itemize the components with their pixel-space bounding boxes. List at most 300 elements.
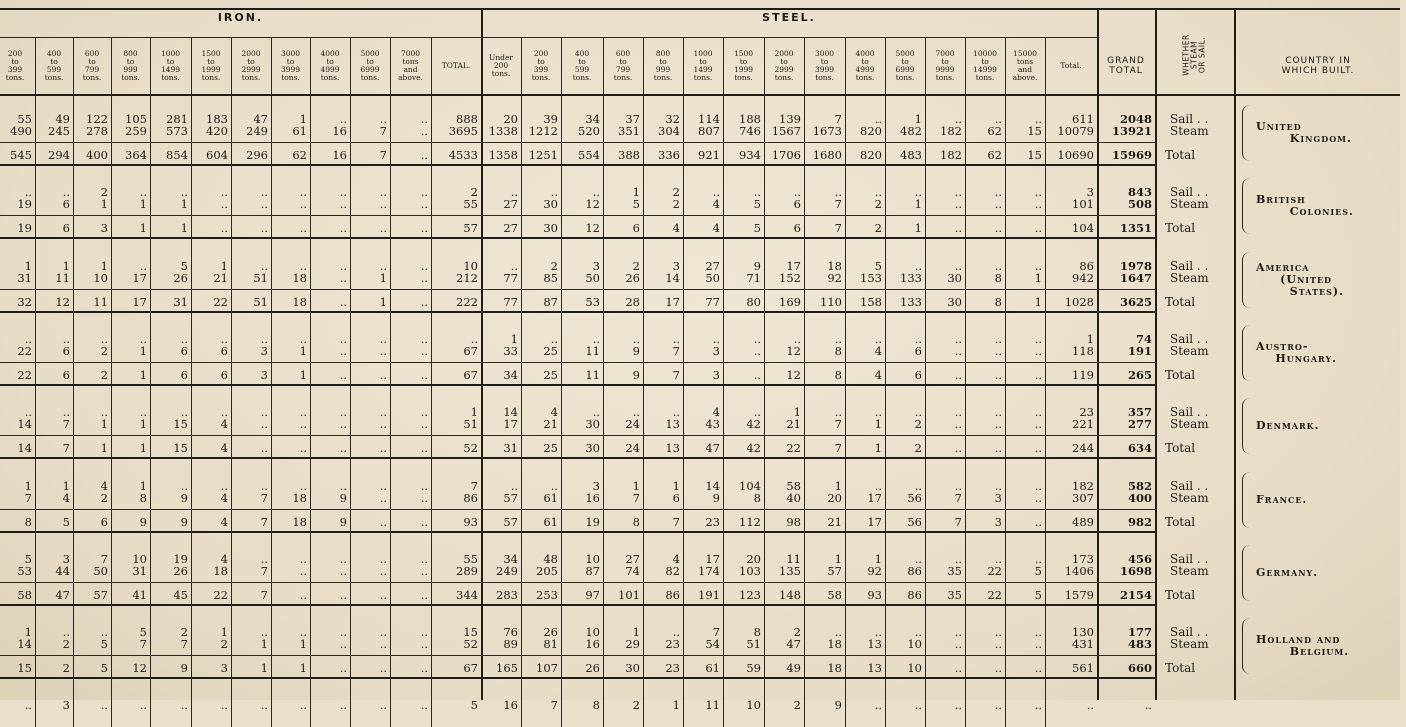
- table-cell: 7: [712, 625, 720, 640]
- table-cell: 364: [125, 148, 147, 162]
- table-cell: ..: [379, 343, 387, 358]
- table-cell: ..: [510, 185, 518, 200]
- table-cell: ..: [954, 417, 962, 432]
- table-cell: 130: [1072, 625, 1094, 640]
- partial-row-cell: 10: [746, 698, 761, 713]
- table-cell: ..: [339, 221, 347, 236]
- table-cell: 53: [585, 294, 600, 309]
- table-cell: 62: [987, 148, 1002, 162]
- band-rule: [0, 384, 1155, 386]
- table-cell: ..: [62, 405, 70, 420]
- table-cell: ..: [994, 197, 1002, 212]
- table-cell: ..: [954, 343, 962, 358]
- table-cell: 1: [632, 185, 640, 200]
- table-cell: 283: [496, 587, 518, 602]
- table-cell: 253: [536, 587, 558, 602]
- table-cell: 1: [874, 417, 882, 432]
- table-cell: 6: [220, 367, 228, 382]
- partial-row-cell: ..: [1034, 698, 1042, 713]
- table-cell: 611: [1072, 112, 1094, 126]
- table-cell: ..: [139, 185, 147, 200]
- table-cell: 14: [705, 478, 720, 493]
- table-cell: 1: [220, 625, 228, 640]
- table-cell: ..: [793, 185, 801, 200]
- table-cell: ..: [1034, 112, 1042, 126]
- table-cell: 1: [100, 417, 108, 432]
- table-cell: ..: [260, 185, 268, 200]
- table-cell: 101: [618, 587, 640, 602]
- table-cell: ..: [1034, 197, 1042, 212]
- row-label-steam: Steam: [1170, 563, 1209, 578]
- column-rule: [111, 37, 112, 727]
- table-cell: 3695: [448, 124, 478, 138]
- table-cell: 843: [1127, 185, 1152, 200]
- table-cell: 4: [550, 405, 558, 420]
- partial-row-cell: ..: [954, 698, 962, 713]
- country-brace: [1242, 545, 1253, 601]
- table-cell: 265: [1127, 367, 1152, 382]
- table-cell: ..: [379, 637, 387, 652]
- table-cell: ..: [1034, 478, 1042, 493]
- table-cell: ..: [299, 551, 307, 566]
- table-cell: ..: [299, 563, 307, 578]
- table-cell: 76: [503, 625, 518, 640]
- table-cell: ..: [592, 331, 600, 346]
- table-cell: 133: [900, 294, 922, 309]
- table-cell: 307: [1072, 490, 1094, 505]
- column-rule: [561, 37, 562, 727]
- table-cell: 12: [132, 661, 147, 676]
- table-cell: 15: [1027, 124, 1042, 138]
- table-cell: 152: [779, 270, 801, 285]
- partial-row-cell: 3: [62, 698, 70, 713]
- table-cell: 1: [632, 478, 640, 493]
- table-cell: 165: [496, 661, 518, 676]
- table-cell: ..: [914, 185, 922, 200]
- row-label-steam: Steam: [1170, 637, 1209, 652]
- table-cell: 31: [503, 441, 518, 456]
- table-cell: 9: [632, 343, 640, 358]
- table-cell: 888: [456, 112, 478, 126]
- table-cell: 2: [220, 637, 228, 652]
- table-cell: 7: [379, 124, 387, 138]
- table-cell: ..: [550, 331, 558, 346]
- table-cell: ..: [379, 221, 387, 236]
- table-cell: 561: [1072, 661, 1094, 676]
- table-cell: 456: [1127, 551, 1152, 566]
- table-cell: ..: [914, 478, 922, 493]
- table-cell: ..: [994, 112, 1002, 126]
- table-cell: 98: [786, 514, 801, 529]
- table-cell: 26: [625, 270, 640, 285]
- table-cell: 2: [874, 197, 882, 212]
- table-cell: 8: [632, 514, 640, 529]
- partial-row-cell: ..: [1086, 698, 1094, 713]
- partial-row-cell: ..: [100, 698, 108, 713]
- table-cell: 28: [625, 294, 640, 309]
- table-cell: 17: [132, 294, 147, 309]
- table-cell: ..: [1034, 490, 1042, 505]
- table-cell: 5: [180, 258, 188, 273]
- table-cell: 59: [746, 661, 761, 676]
- table-cell: 20: [746, 551, 761, 566]
- table-cell: 30: [625, 661, 640, 676]
- table-cell: 61: [705, 661, 720, 676]
- partial-row-cell: ..: [299, 698, 307, 713]
- table-cell: 388: [618, 148, 640, 162]
- partial-row-cell: ..: [220, 698, 228, 713]
- table-cell: ..: [379, 551, 387, 566]
- table-cell: 12: [786, 343, 801, 358]
- table-cell: ..: [420, 478, 428, 493]
- table-cell: 7: [139, 637, 147, 652]
- table-cell: 67: [463, 661, 478, 676]
- table-cell: ..: [260, 331, 268, 346]
- table-cell: 22: [987, 587, 1002, 602]
- table-cell: ..: [299, 331, 307, 346]
- table-cell: 57: [93, 587, 108, 602]
- table-cell: ..: [339, 587, 347, 602]
- table-cell: 15: [173, 417, 188, 432]
- column-rule: [683, 37, 684, 727]
- table-cell: ..: [220, 478, 228, 493]
- whether-steam-or-sail-heading: [1155, 18, 1234, 92]
- table-cell: ..: [994, 625, 1002, 640]
- table-cell: 1: [24, 625, 32, 640]
- table-cell: 1: [914, 197, 922, 212]
- table-cell: 17: [867, 514, 882, 529]
- table-cell: ..: [100, 625, 108, 640]
- table-cell: ..: [379, 441, 387, 456]
- table-cell: 8: [753, 625, 761, 640]
- table-cell: 3: [994, 514, 1002, 529]
- table-cell: 41: [132, 587, 147, 602]
- table-cell: 6: [914, 367, 922, 382]
- table-cell: 3: [994, 490, 1002, 505]
- table-cell: 6: [180, 343, 188, 358]
- table-cell: 3: [672, 258, 680, 273]
- table-cell: 1: [1034, 294, 1042, 309]
- table-cell: ..: [994, 367, 1002, 382]
- table-cell: 71: [746, 270, 761, 285]
- row-label-total: Total: [1165, 221, 1196, 236]
- table-cell: ..: [420, 490, 428, 505]
- table-cell: 15: [17, 661, 32, 676]
- table-cell: 55: [17, 112, 32, 126]
- table-cell: 5: [632, 197, 640, 212]
- table-cell: 29: [625, 637, 640, 652]
- table-cell: 1: [672, 478, 680, 493]
- table-cell: 5: [24, 551, 32, 566]
- table-cell: ..: [420, 637, 428, 652]
- partial-row-cell: ..: [914, 698, 922, 713]
- table-cell: 1: [834, 551, 842, 566]
- partial-row-cell: ..: [260, 698, 268, 713]
- row-label-steam: Steam: [1170, 417, 1209, 432]
- table-cell: 2: [874, 221, 882, 236]
- table-cell: 177: [1127, 625, 1152, 640]
- table-cell: 107: [536, 661, 558, 676]
- table-cell: 169: [779, 294, 801, 309]
- table-cell: 34: [585, 112, 600, 126]
- table-cell: 7: [260, 587, 268, 602]
- table-cell: 22: [987, 563, 1002, 578]
- table-cell: ..: [339, 637, 347, 652]
- row-label-steam: Steam: [1170, 270, 1209, 285]
- table-cell: ..: [994, 343, 1002, 358]
- table-cell: ..: [914, 258, 922, 273]
- table-cell: ..: [339, 661, 347, 676]
- table-cell: 15: [463, 625, 478, 640]
- table-cell: 8: [753, 490, 761, 505]
- table-cell: 1: [260, 661, 268, 676]
- table-cell: 3: [712, 367, 720, 382]
- table-cell: ..: [994, 417, 1002, 432]
- table-cell: ..: [874, 112, 882, 126]
- table-cell: ..: [420, 112, 428, 126]
- table-cell: ..: [753, 367, 761, 382]
- table-cell: 92: [827, 270, 842, 285]
- table-cell: ..: [139, 331, 147, 346]
- table-cell: ..: [954, 185, 962, 200]
- table-cell: 289: [456, 563, 478, 578]
- table-cell: ..: [62, 185, 70, 200]
- table-cell: 4: [874, 343, 882, 358]
- table-cell: 133: [900, 270, 922, 285]
- table-cell: 5: [100, 661, 108, 676]
- table-cell: 16: [332, 148, 347, 162]
- row-label-total: Total: [1165, 661, 1196, 676]
- table-cell: 6: [180, 367, 188, 382]
- table-cell: ..: [24, 185, 32, 200]
- table-cell: 39: [543, 112, 558, 126]
- table-cell: ..: [339, 270, 347, 285]
- table-cell: 483: [900, 148, 922, 162]
- table-cell: ..: [339, 551, 347, 566]
- table-cell: 61: [543, 514, 558, 529]
- table-cell: 4533: [448, 148, 478, 162]
- table-cell: 7: [834, 441, 842, 456]
- table-cell: 182: [940, 124, 962, 138]
- table-cell: 5: [753, 221, 761, 236]
- table-cell: 8: [994, 270, 1002, 285]
- table-cell: 7: [672, 514, 680, 529]
- table-cell: 77: [503, 270, 518, 285]
- table-cell: ..: [1034, 661, 1042, 676]
- table-cell: ..: [1034, 221, 1042, 236]
- table-cell: 1: [1086, 331, 1094, 346]
- table-cell: ..: [420, 551, 428, 566]
- column-rule: [643, 37, 644, 727]
- table-cell: 17: [786, 258, 801, 273]
- table-cell: ..: [299, 258, 307, 273]
- table-cell: 10: [907, 661, 922, 676]
- table-cell: 6: [62, 221, 70, 236]
- table-cell: 9: [753, 258, 761, 273]
- table-cell: ..: [139, 258, 147, 273]
- table-cell: ..: [420, 417, 428, 432]
- table-cell: 2: [62, 661, 70, 676]
- country-name: Holland and Belgium.: [1256, 633, 1350, 659]
- country-name: Denmark.: [1256, 419, 1320, 433]
- table-cell: 57: [463, 221, 478, 236]
- table-cell: 54: [705, 637, 720, 652]
- table-cell: 1251: [528, 148, 558, 162]
- column-rule: [191, 37, 192, 727]
- table-cell: 80: [746, 294, 761, 309]
- table-cell: 1579: [1064, 587, 1094, 602]
- table-cell: 1: [379, 294, 387, 309]
- table-cell: ..: [954, 331, 962, 346]
- table-cell: 17: [132, 270, 147, 285]
- table-cell: 67: [463, 343, 478, 358]
- table-cell: 6: [632, 221, 640, 236]
- table-cell: ..: [834, 331, 842, 346]
- table-cell: ..: [550, 478, 558, 493]
- row-label-total: Total: [1165, 514, 1196, 529]
- table-cell: 61: [292, 124, 307, 138]
- table-cell: ..: [672, 405, 680, 420]
- iron-heading: IRON.: [217, 11, 264, 24]
- table-cell: ..: [753, 185, 761, 200]
- table-cell: ..: [379, 514, 387, 529]
- table-cell: 296: [246, 148, 268, 162]
- table-cell: ..: [834, 405, 842, 420]
- table-cell: 47: [705, 441, 720, 456]
- table-cell: 482: [900, 124, 922, 138]
- table-cell: ..: [299, 441, 307, 456]
- table-cell: ..: [914, 625, 922, 640]
- column-rule: [603, 37, 604, 727]
- table-cell: 9: [339, 490, 347, 505]
- column-rule: [804, 37, 805, 727]
- table-cell: ..: [420, 270, 428, 285]
- table-cell: ..: [994, 478, 1002, 493]
- table-cell: 1: [180, 197, 188, 212]
- table-cell: 24: [625, 417, 640, 432]
- table-cell: 17: [867, 490, 882, 505]
- table-cell: 56: [907, 490, 922, 505]
- table-cell: 11: [786, 551, 801, 566]
- table-cell: 31: [132, 563, 147, 578]
- table-cell: 24: [625, 441, 640, 456]
- column-header: 15000 tons and above.: [1012, 49, 1038, 82]
- table-cell: ..: [260, 405, 268, 420]
- table-cell: 4: [220, 417, 228, 432]
- table-cell: ..: [420, 563, 428, 578]
- table-cell: ..: [994, 221, 1002, 236]
- table-cell: ..: [954, 661, 962, 676]
- table-cell: ..: [220, 197, 228, 212]
- table-cell: 18: [827, 258, 842, 273]
- table-cell: 7: [672, 343, 680, 358]
- table-cell: ..: [420, 185, 428, 200]
- table-cell: ..: [180, 331, 188, 346]
- country-name: British Colonies.: [1256, 193, 1354, 219]
- table-cell: ..: [299, 625, 307, 640]
- table-cell: 1: [139, 197, 147, 212]
- table-cell: 16: [585, 490, 600, 505]
- subtotal-rule: [0, 289, 1155, 290]
- table-cell: 4: [220, 490, 228, 505]
- table-cell: 1978: [1119, 258, 1152, 273]
- table-cell: 634: [1127, 441, 1152, 456]
- table-cell: 19: [173, 551, 188, 566]
- table-cell: 85: [543, 270, 558, 285]
- table-cell: 854: [166, 148, 188, 162]
- table-cell: 2: [672, 197, 680, 212]
- table-cell: ..: [62, 625, 70, 640]
- table-cell: ..: [180, 405, 188, 420]
- table-cell: 400: [86, 148, 108, 162]
- table-cell: 7: [24, 490, 32, 505]
- table-cell: 18: [292, 490, 307, 505]
- table-cell: 20: [503, 112, 518, 126]
- table-cell: 22: [17, 367, 32, 382]
- table-cell: ..: [379, 563, 387, 578]
- table-cell: ..: [1034, 441, 1042, 456]
- table-cell: ..: [260, 258, 268, 273]
- table-cell: ..: [954, 405, 962, 420]
- table-cell: 45: [173, 587, 188, 602]
- table-cell: ..: [994, 331, 1002, 346]
- table-cell: ..: [1034, 514, 1042, 529]
- column-header: TOTAL.: [441, 61, 471, 70]
- table-cell: ..: [24, 331, 32, 346]
- table-cell: 1: [834, 478, 842, 493]
- table-cell: ..: [994, 405, 1002, 420]
- table-cell: 490: [10, 124, 32, 138]
- table-cell: ..: [139, 405, 147, 420]
- table-cell: 74: [625, 563, 640, 578]
- column-rule: [1155, 10, 1157, 700]
- table-cell: ..: [954, 112, 962, 126]
- table-cell: ..: [753, 343, 761, 358]
- partial-row-cell: ..: [420, 698, 428, 713]
- table-cell: 1: [139, 441, 147, 456]
- table-cell: 9: [339, 514, 347, 529]
- table-cell: ..: [339, 112, 347, 126]
- table-cell: ..: [420, 441, 428, 456]
- table-cell: ..: [379, 367, 387, 382]
- table-cell: 11: [585, 343, 600, 358]
- table-cell: 11: [93, 294, 108, 309]
- table-cell: ..: [632, 405, 640, 420]
- table-cell: 1: [24, 258, 32, 273]
- table-cell: 5: [139, 625, 147, 640]
- table-cell: 2: [632, 258, 640, 273]
- table-cell: 10: [93, 270, 108, 285]
- table-cell: 1351: [1119, 221, 1152, 236]
- table-cell: ..: [1034, 625, 1042, 640]
- table-cell: ..: [672, 625, 680, 640]
- table-cell: 10079: [1057, 124, 1094, 138]
- table-cell: 47: [786, 637, 801, 652]
- table-cell: 573: [166, 124, 188, 138]
- table-cell: 420: [206, 124, 228, 138]
- table-cell: 139: [779, 112, 801, 126]
- row-label-total: Total: [1165, 367, 1196, 382]
- table-cell: 934: [739, 148, 761, 162]
- table-cell: ..: [299, 197, 307, 212]
- table-cell: 7: [260, 490, 268, 505]
- table-cell: 123: [739, 587, 761, 602]
- table-cell: 27: [503, 197, 518, 212]
- table-cell: 18: [292, 294, 307, 309]
- partial-row-cell: 2: [632, 698, 640, 713]
- table-cell: ..: [1034, 367, 1042, 382]
- table-cell: 19: [17, 221, 32, 236]
